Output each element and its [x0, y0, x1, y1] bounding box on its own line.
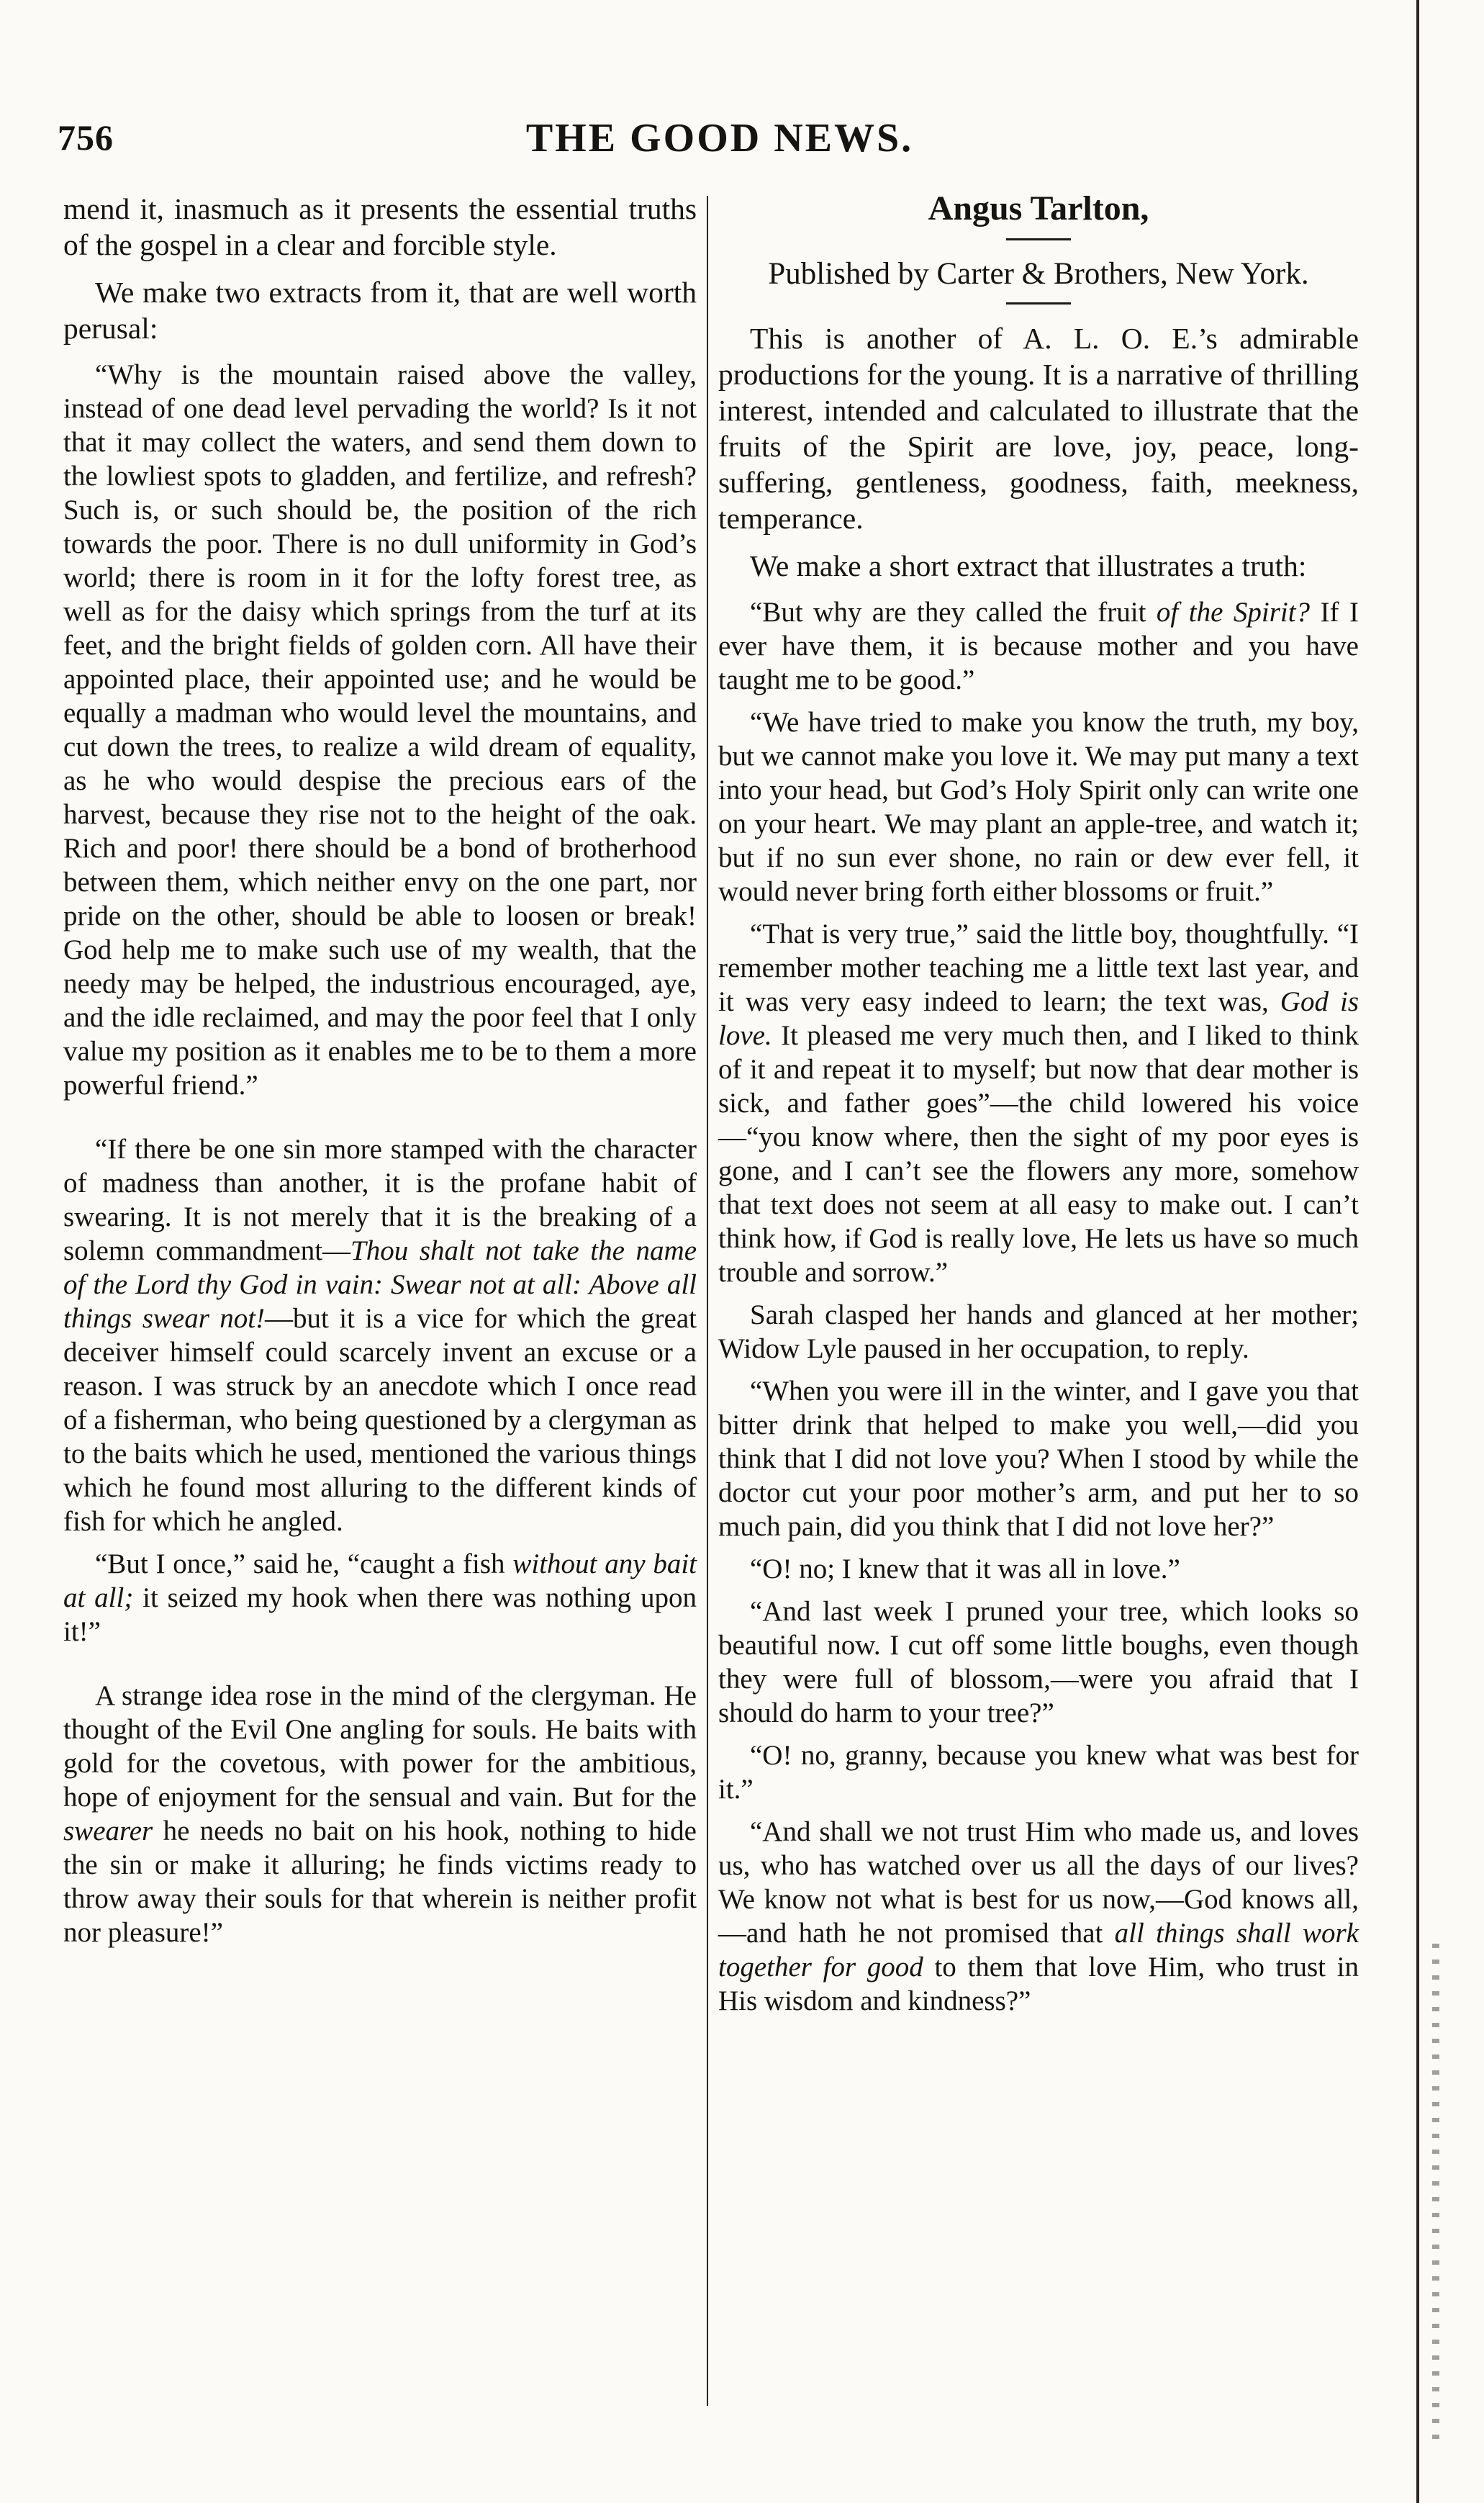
page-number: 756: [58, 117, 114, 158]
running-title: THE GOOD NEWS.: [525, 116, 914, 161]
title-rule: [1006, 302, 1071, 305]
text-run: “If there be one sin more stamped with the character of madness than another, it is the profane habit of swearing. It is not merely that it is the breaking of a solemn commandment—: [63, 1134, 697, 1266]
italic-run: all things shall work together for good: [718, 1918, 1359, 1983]
quote-paragraph: [718, 1815, 1359, 2018]
italic-run: of the Spirit?: [1156, 597, 1311, 628]
text-run: he needs no bait on his hook, nothing to hide the sin or make it alluring; he finds victims ready to throw away their souls for that wherein is neither profit nor pleasure!”: [63, 1816, 697, 1948]
text-run: It pleased me very much then, and I liked to think of it and repeat it to myself; but now that dear mother is sick, and father goes”—the child lowered his voice—“you know where, then the sight of my poor eyes is gone, and I can’t see the flowers any more, somehow that text does not seem at all easy to make out. I can’t think how, if God is really love, He lets us have so much trouble and sorrow.”: [718, 1020, 1359, 1288]
paragraph: We make two extracts from it, that are well worth perusal:: [63, 276, 697, 345]
text-run: If I ever have them, it is because mother and you have taught me to be good.”: [718, 597, 1359, 695]
paragraph: This is another of A. L. O. E.’s admirable productions for the young. It is a narrative of thrilling interest, intended and calculated to illustrate that the fruits of the Spirit are love, joy, peace, long-suffering, gentleness, goodness, faith, meekness, temperance.: [718, 322, 1359, 535]
page-edge-speckle: [1432, 1944, 1439, 2448]
quote-paragraph: [63, 1132, 697, 1538]
text-run: —but it is a vice for which the great deceiver himself could scarcely invent an excuse or a reason. I was struck by an anecdote which I once read of a fisherman, who being questioned by a clergyman as to the baits which he used, mentioned the various things which he found most alluring to the different kinds of fish for which he angled.: [63, 1303, 697, 1537]
quote-paragraph: “When you were ill in the winter, and I gave you that bitter drink that helped to make you well,—did you think that I did not love you? When I stood by while the doctor cut your poor mother’s arm, and put her to so much pain, did you think that I did not love her?”: [718, 1376, 1359, 1542]
column-divider: [707, 196, 708, 2406]
text-run: “But I once,” said he, “caught a fish: [95, 1548, 513, 1579]
text-run: “That is very true,” said the little boy, thoughtfully. “I remember mother teaching me a little text last year, and it was very easy indeed to learn; the text was,: [718, 919, 1359, 1017]
quote-paragraph: “We have tried to make you know the truth, my boy, but we cannot make you love it. We may put many a text into your head, but God’s Holy Spirit only can write one on your heart. We may plant an apple-tree, and watch it; but if no sun ever shone, no rain or dew ever fell, it would never bring forth either blossoms or fruit.”: [718, 707, 1359, 907]
text-run: it seized my hook when there was nothing upon it!”: [63, 1582, 697, 1647]
italic-run: Thou shalt not take the name of the Lord thy God in vain: Swear not at all: Above all things swear not!: [63, 1235, 697, 1334]
page-edge-rule: [1416, 0, 1419, 2503]
quote-paragraph: “O! no, granny, because you knew what was best for it.”: [718, 1740, 1359, 1805]
quote-paragraph: Sarah clasped her hands and glanced at her mother; Widow Lyle paused in her occupation, to reply.: [718, 1299, 1359, 1364]
text-run: “And shall we not trust Him who made us, and loves us, who has watched over us all the days of our lives? We know not what is best for us now,—God knows all,—and hath he not promised that: [718, 1816, 1359, 1949]
quote-paragraph: “Why is the mountain raised above the valley, instead of one dead level pervading the world? Is it not that it may collect the waters, and send them down to the lowliest spots to gladden, and fertilize, and refresh? Such is, or such should be, the position of the rich towards the poor. There is no dull uniformity in God’s world; there is room in it for the lofty forest tree, as well as for the daisy which springs from the turf at its feet, and the bright fields of golden corn. All have their appointed place, their appointed use; and he would be equally a madman who would level the mountains, and cut down the trees, to realize a wild dream of equality, as he who would despise the precious ears of the harvest, because they rise not to the height of the oak. Rich and poor! there should be a bond of brotherhood between them, which neither envy on the one part, nor pride on the other, should be able to loosen or break! God help me to make such use of my wealth, that the needy may be helped, the industrious encouraged, aye, and the idle reclaimed, and may the poor feel that I only value my position as it enables me to be to them a more powerful friend.”: [63, 359, 697, 1101]
book-title: Angus Tarlton,: [928, 189, 1149, 227]
title-rule: [1006, 238, 1071, 240]
italic-run: God is love.: [718, 986, 1359, 1051]
right-column: [718, 191, 1359, 2026]
left-column: [63, 191, 697, 1958]
italic-run: without any bait at all;: [63, 1548, 697, 1613]
paragraph: mend it, inasmuch as it presents the essential truths of the gospel in a clear and forcible style.: [63, 192, 697, 261]
quote-paragraph: [718, 595, 1359, 697]
quote-paragraph: “And last week I pruned your tree, which looks so beautiful now. I cut off some little boughs, even though they were full of blossom,—were you afraid that I should do harm to your tree?”: [718, 1596, 1359, 1728]
text-run: A strange idea rose in the mind of the clergyman. He thought of the Evil One angling for souls. He baits with gold for the covetous, with power for the ambitious, hope of enjoyment for the sensual and vain. But for the: [63, 1680, 697, 1813]
paragraph: We make a short extract that illustrates a truth:: [750, 549, 1307, 582]
quote-paragraph: [63, 1547, 697, 1649]
text-run: “But why are they called the fruit: [750, 597, 1157, 628]
quote-paragraph: “O! no; I knew that it was all in love.”: [750, 1553, 1180, 1584]
page-header: [58, 108, 1382, 166]
italic-run: swearer: [63, 1816, 153, 1846]
quote-paragraph: [63, 1679, 697, 1949]
text-run: to them that love Him, who trust in His wisdom and kindness?”: [718, 1952, 1359, 2016]
publisher-line: Published by Carter & Brothers, New York.: [768, 257, 1309, 291]
quote-paragraph: [718, 917, 1359, 1289]
